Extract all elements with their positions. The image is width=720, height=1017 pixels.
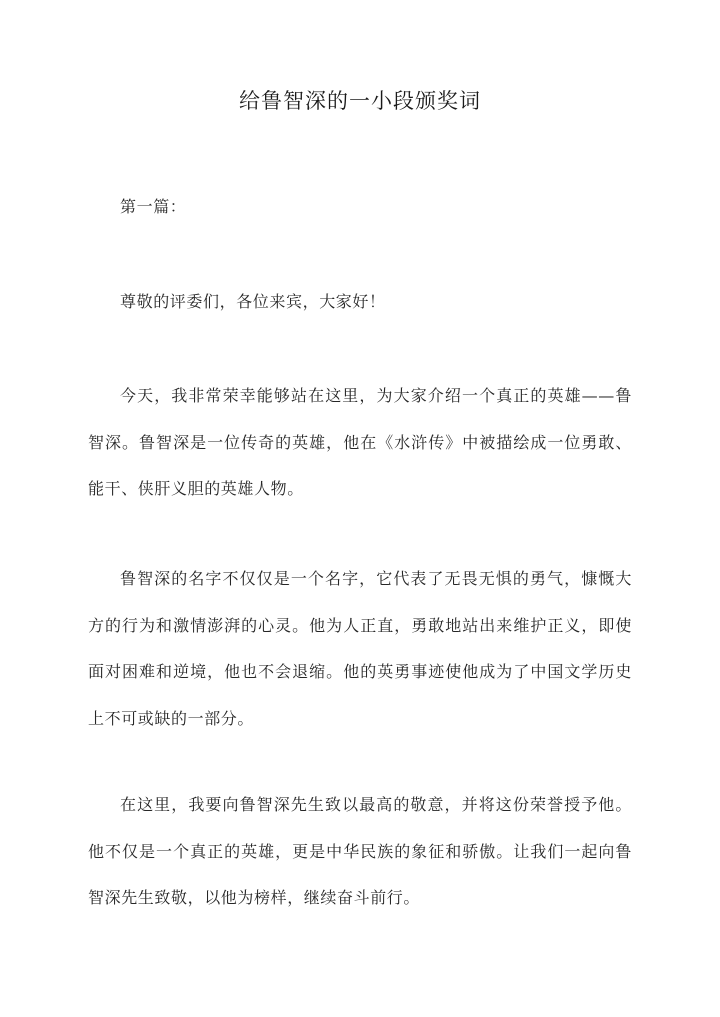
paragraph-meaning: 鲁智深的名字不仅仅是一个名字，它代表了无畏无惧的勇气，慷慨大方的行为和激情澎湃的心灵。他为人正直，勇敢地站出来维护正义，即使面对困难和逆境，他也不会退缩。他的英勇事迹使他成为了中国文学历史上不可或缺的一部分。: [88, 569, 632, 728]
document-title: 给鲁智深的一小段颁奖词: [239, 89, 481, 113]
section-label: 第一篇：: [120, 197, 187, 216]
paragraph-intro: 今天，我非常荣幸能够站在这里，为大家介绍一个真正的英雄——鲁智深。鲁智深是一位传奇的英雄，他在《水浒传》中被描绘成一位勇敢、能干、侠肝义胆的英雄人物。: [88, 386, 632, 498]
paragraph-honor: 在这里，我要向鲁智深先生致以最高的敬意，并将这份荣誉授予他。他不仅是一个真正的英雄，更是中华民族的象征和骄傲。让我们一起向鲁智深先生致敬，以他为榜样，继续奋斗前行。: [88, 795, 632, 907]
paragraph-greeting: 尊敬的评委们，各位来宾，大家好！: [120, 292, 386, 311]
